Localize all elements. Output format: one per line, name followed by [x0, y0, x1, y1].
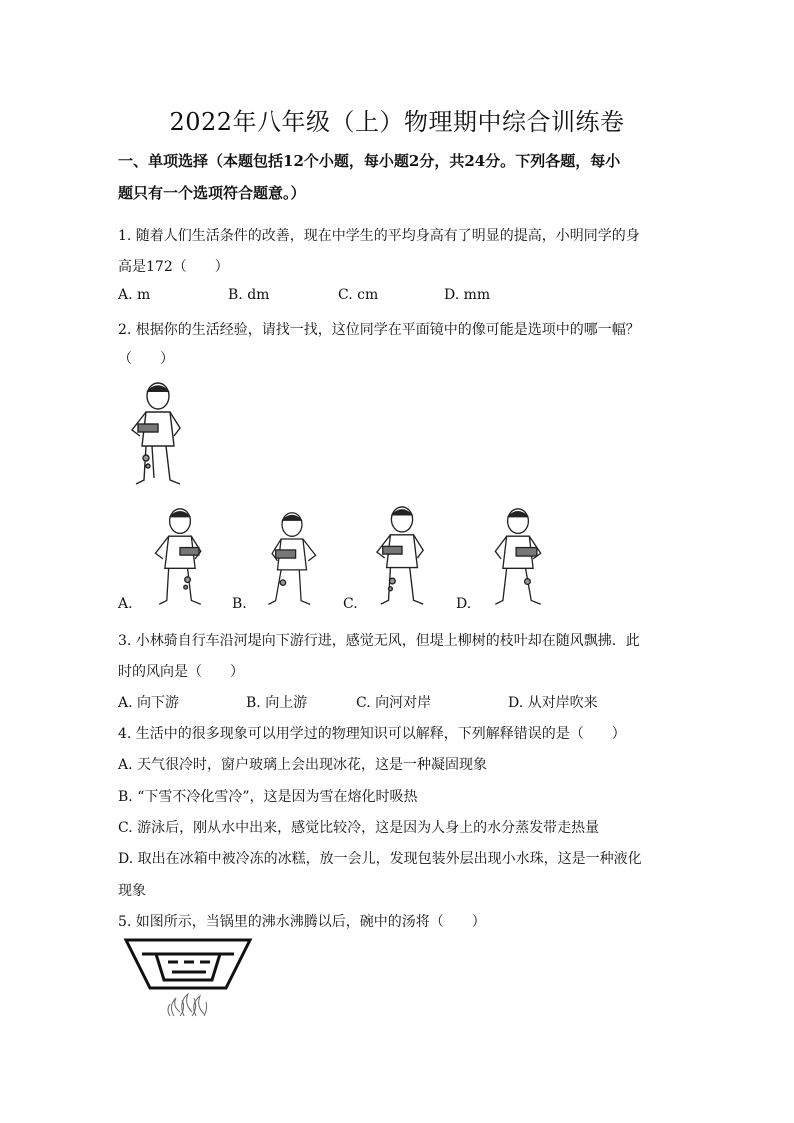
q1-option-b[interactable]: B. dm — [228, 287, 270, 303]
q3-option-b[interactable]: B. 向上游 — [246, 695, 308, 711]
boy-figure-icon — [118, 380, 198, 488]
q3-option-c[interactable]: C. 向河对岸 — [356, 695, 432, 711]
flame-icon — [168, 994, 207, 1016]
section-heading-line2: 题只有一个选项符合题意。） — [118, 184, 306, 202]
q1-text-line2: 高是172（ ） — [118, 259, 229, 275]
q2-option-b[interactable]: B. — [232, 596, 247, 612]
boy-mirror-b-icon — [252, 510, 332, 608]
q2-option-d[interactable]: D. — [456, 596, 472, 612]
q4-option-d-continued: 现象 — [118, 883, 146, 899]
section-heading-line1: 一、单项选择（本题包括12个小题，每小题2分，共24分。下列各题，每小 — [118, 152, 621, 170]
q2-text-line1: 2. 根据你的生活经验，请找一找，这位同学在平面镜中的像可能是选项中的哪一幅？ — [118, 322, 640, 338]
boy-mirror-d-icon — [478, 506, 558, 608]
pot-bowl-icon — [122, 936, 254, 1018]
q4-option-d[interactable]: D. 取出在冰箱中被冷冻的冰糕，放一会儿，发现包装外层出现小水珠，这是一种液化 — [118, 851, 642, 867]
q2-option-a[interactable]: A. — [118, 596, 133, 612]
q2-option-c[interactable]: C. — [343, 596, 358, 612]
boy-mirror-a-icon — [140, 506, 220, 608]
q1-option-d[interactable]: D. mm — [444, 287, 491, 303]
q3-text-line1: 3. 小林骑自行车沿河堤向下游行进，感觉无风，但堤上柳树的枝叶却在随风飘拂．此 — [118, 633, 640, 649]
q1-option-c[interactable]: C. cm — [338, 287, 379, 303]
q4-option-a[interactable]: A. 天气很冷时，窗户玻璃上会出现冰花，这是一种凝固现象 — [118, 757, 488, 773]
q4-option-b[interactable]: B. “下雪不冷化雪冷”，这是因为雪在熔化时吸热 — [118, 789, 418, 805]
page-title: 2022年八年级（上）物理期中综合训练卷 — [169, 108, 625, 136]
q1-text-line1: 1. 随着人们生活条件的改善，现在中学生的平均身高有了明显的提高，小明同学的身 — [118, 228, 640, 244]
q3-option-a[interactable]: A. 向下游 — [118, 695, 180, 711]
q2-text-line2: （ ） — [118, 351, 174, 367]
q1-option-a[interactable]: A. m — [118, 287, 151, 303]
boy-mirror-c-icon — [362, 504, 442, 608]
q4-option-c[interactable]: C. 游泳后，刚从水中出来，感觉比较冷，这是因为人身上的水分蒸发带走热量 — [118, 820, 600, 836]
q4-text-line1: 4. 生活中的很多现象可以用学过的物理知识可以解释，下列解释错误的是（ ） — [118, 726, 626, 742]
q5-text-line1: 5. 如图所示，当锅里的沸水沸腾以后，碗中的汤将（ ） — [118, 914, 486, 930]
q3-text-line2: 时的风向是（ ） — [118, 664, 244, 680]
q3-option-d[interactable]: D. 从对岸吹来 — [508, 695, 598, 711]
